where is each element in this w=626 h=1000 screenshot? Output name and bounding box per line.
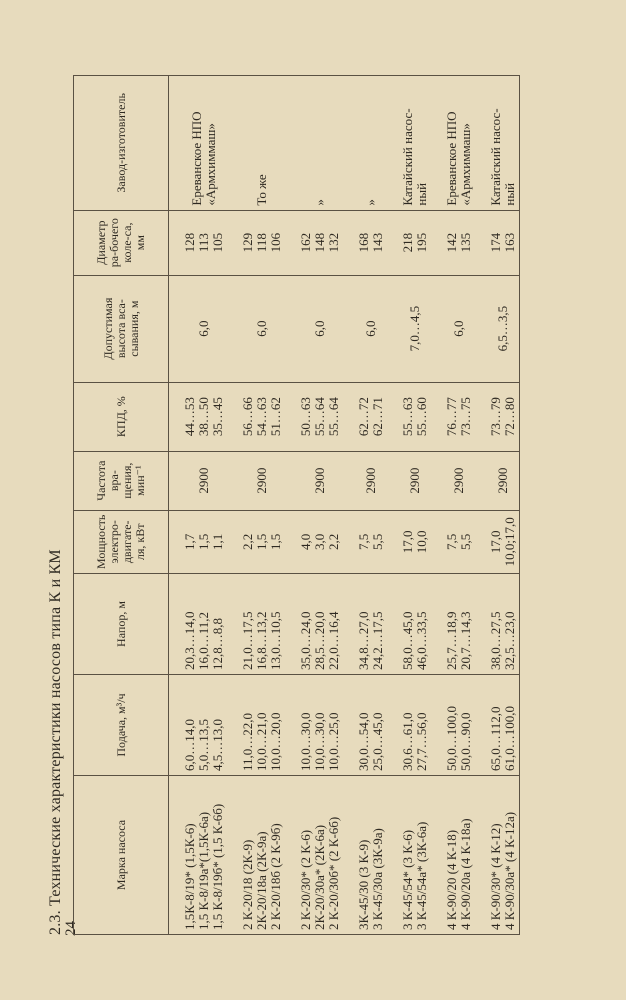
cell-flow: 65,0…112,0 61,0…100,0 — [475, 675, 520, 776]
rotated-page-content — [35, 80, 595, 960]
cell-efficiency: 55…63 55…60 — [387, 382, 431, 451]
cell-impeller-diameter: 129 118 106 — [227, 210, 285, 275]
cell-efficiency: 44…53 38…50 35…45 — [169, 382, 228, 451]
table-row — [387, 76, 431, 935]
cell-suction-height: 6,5…3,5 — [475, 275, 520, 382]
cell-efficiency: 50…63 55…64 55…64 — [285, 382, 343, 451]
cell-manufacturer: То же — [227, 76, 285, 211]
cell-model: 4 К-90/30* (4 К-12) 4 К-90/30а* (4 К-12а) — [475, 776, 520, 935]
table-header-row — [74, 76, 169, 935]
header-efficiency: КПД, % — [74, 382, 169, 451]
cell-flow: 10,0…30,0 10,0…30,0 10,0…25,0 — [285, 675, 343, 776]
header-model: Марка насоса — [74, 776, 169, 935]
cell-frequency: 2900 — [169, 451, 228, 510]
cell-frequency: 2900 — [475, 451, 520, 510]
cell-manufacturer: Ереванское НПО «Армхиммаш» — [169, 76, 228, 211]
cell-impeller-diameter: 174 163 — [475, 210, 520, 275]
cell-power: 7,5 5,5 — [431, 510, 475, 573]
cell-flow: 6,0…14,0 5,0…13,5 4,5…13,0 — [169, 675, 228, 776]
cell-head: 20,3…14,0 16,0…11,2 12,8…8,8 — [169, 574, 228, 675]
cell-power: 2,2 1,5 1,5 — [227, 510, 285, 573]
cell-manufacturer: Катайский насос- ный — [387, 76, 431, 211]
header-suction-height: Допустимая высота вса-сывания, м — [74, 275, 169, 382]
header-frequency: Частота вра-щения, мин⁻¹ — [74, 451, 169, 510]
cell-impeller-diameter: 168 143 — [343, 210, 387, 275]
cell-model: 3К-45/30 (3 К-9) 3 К-45/30а (3К-9а) — [343, 776, 387, 935]
cell-model: 1,5К-8/19* (1,5К-6) 1,5 К-8/19а*(1,5К-6а) 1,5 К-8/19б* (1,5 К-6б) — [169, 776, 228, 935]
table-row — [431, 76, 475, 935]
cell-suction-height: 7,0…4,5 — [387, 275, 431, 382]
cell-suction-height: 6,0 — [431, 275, 475, 382]
cell-flow: 11,0…22,0 10,0…21,0 10,0…20,0 — [227, 675, 285, 776]
cell-manufacturer: » — [343, 76, 387, 211]
table-row — [169, 76, 228, 935]
cell-frequency: 2900 — [387, 451, 431, 510]
cell-flow: 50,0…100,0 50,0…90,0 — [431, 675, 475, 776]
cell-model: 4 К-90/20 (4 К-18) 4 К-90/20а (4 К-18а) — [431, 776, 475, 935]
cell-head: 21,0…17,5 16,8…13,2 13,0…10,5 — [227, 574, 285, 675]
cell-efficiency: 76…77 73…75 — [431, 382, 475, 451]
cell-frequency: 2900 — [227, 451, 285, 510]
cell-impeller-diameter: 218 195 — [387, 210, 431, 275]
header-power: Мощность электро-двигате-ля, кВт — [74, 510, 169, 573]
cell-head: 25,7…18,9 20,7…14,3 — [431, 574, 475, 675]
header-flow: Подача, м³/ч — [74, 675, 169, 776]
cell-efficiency: 56…66 54…63 51…62 — [227, 382, 285, 451]
pump-spec-table — [73, 75, 520, 935]
cell-head: 38,0…27,5 32,5…23,0 — [475, 574, 520, 675]
cell-frequency: 2900 — [343, 451, 387, 510]
cell-head: 35,0…24,0 28,5…20,0 22,0…16,4 — [285, 574, 343, 675]
cell-suction-height: 6,0 — [343, 275, 387, 382]
cell-flow: 30,6…61,0 27,7…56,0 — [387, 675, 431, 776]
cell-impeller-diameter: 128 113 105 — [169, 210, 228, 275]
page-number: 24 — [63, 921, 79, 936]
cell-flow: 30,0…54,0 25,0…45,0 — [343, 675, 387, 776]
cell-efficiency: 62…72 62…71 — [343, 382, 387, 451]
cell-model: 3 К-45/54* (3 К-6) 3 К-45/54а* (3К-6а) — [387, 776, 431, 935]
cell-model: 2 К-20/18 (2К-9) 2К-20/18а (2К-9а) 2 К-20/18б (2 К-9б) — [227, 776, 285, 935]
cell-efficiency: 73…79 72…80 — [475, 382, 520, 451]
cell-power: 17,0 10,0 — [387, 510, 431, 573]
table-row — [285, 76, 343, 935]
header-head: Напор, м — [74, 574, 169, 675]
cell-manufacturer: Катайский насос- ный — [475, 76, 520, 211]
header-manufacturer: Завод-изготовитель — [74, 76, 169, 211]
cell-power: 4,0 3,0 2,2 — [285, 510, 343, 573]
cell-power: 17,0 10,0;17,0 — [475, 510, 520, 573]
cell-frequency: 2900 — [431, 451, 475, 510]
cell-suction-height: 6,0 — [285, 275, 343, 382]
cell-frequency: 2900 — [285, 451, 343, 510]
cell-impeller-diameter: 142 135 — [431, 210, 475, 275]
cell-model: 2 К-20/30* (2 К-6) 2К-20/30а* (2К-6а) 2 К-20/30б* (2 К-6б) — [285, 776, 343, 935]
header-impeller-diameter: Диаметр ра-бочего коле-са, мм — [74, 210, 169, 275]
cell-suction-height: 6,0 — [169, 275, 228, 382]
table-row — [343, 76, 387, 935]
cell-power: 7,5 5,5 — [343, 510, 387, 573]
table-row — [227, 76, 285, 935]
cell-impeller-diameter: 162 148 132 — [285, 210, 343, 275]
table-caption: 2.3. Технические характеристики насосов типа К и КМ — [47, 549, 64, 935]
cell-head: 34,8…27,0 24,2…17,5 — [343, 574, 387, 675]
cell-suction-height: 6,0 — [227, 275, 285, 382]
cell-head: 58,0…45,0 46,0…33,5 — [387, 574, 431, 675]
cell-power: 1,7 1,5 1,1 — [169, 510, 228, 573]
table-row — [475, 76, 520, 935]
cell-manufacturer: Ереванское НПО «Армхиммаш» — [431, 76, 475, 211]
cell-manufacturer: » — [285, 76, 343, 211]
